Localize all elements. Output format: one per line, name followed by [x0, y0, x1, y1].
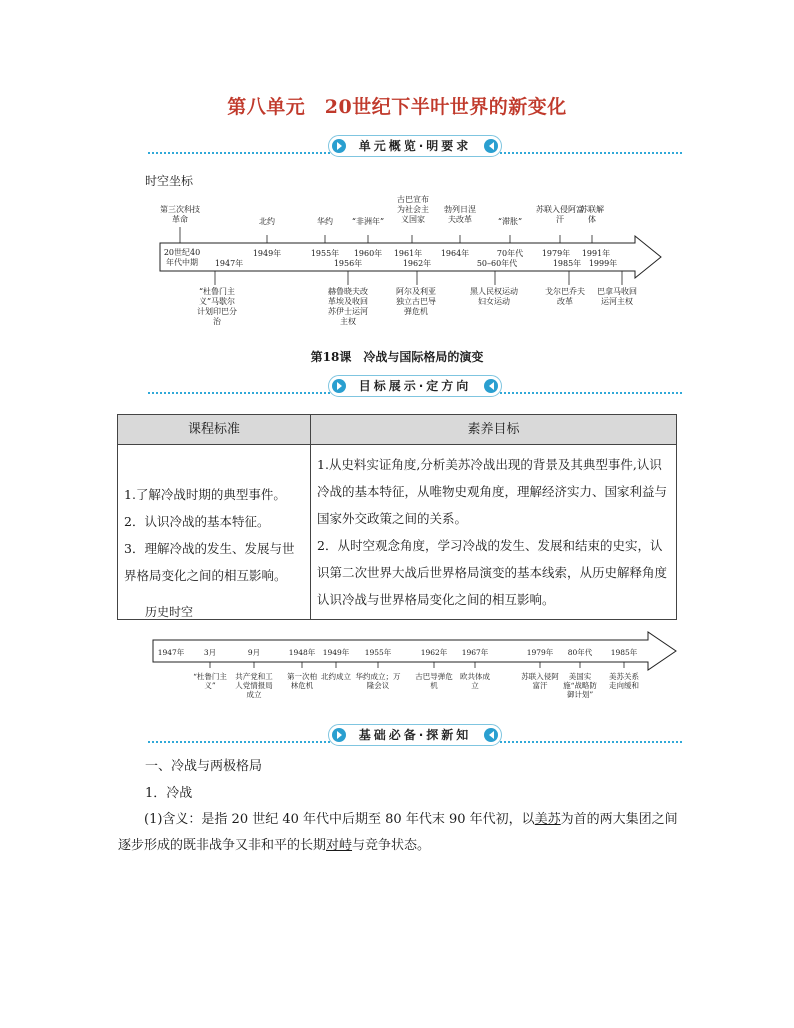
goals-table: [117, 414, 677, 620]
tl2-event: 欧共体成立: [460, 672, 490, 690]
tl2-event: 华约成立；万隆会议: [355, 672, 401, 690]
tl1-bottom-event: 戈尔巴乔夫改革: [545, 287, 585, 306]
tl1-bottom-event: 赫鲁晓夫改革埃及收回苏伊士运河主权: [328, 287, 368, 326]
lesson-title: 第18课 冷战与国际格局的演变: [310, 350, 484, 364]
tl1-top-event: 古巴宣布为社会主义国家: [397, 195, 429, 224]
banner-basics-label: 基础必备·探新知: [358, 728, 472, 742]
literacy-item: 1.从史料实证角度,分析美苏冷战出现的背景及其典型事件,认识冷战的基本特征，从唯物史观角度，理解经济实力、国家利益与国家外交政策之间的关系。: [317, 457, 668, 526]
arrow-left-icon: [332, 728, 346, 742]
tl2-year: 1962年: [420, 648, 448, 657]
tl2-year: 1955年: [364, 648, 392, 657]
banner-goals-label: 目标展示·定方向: [358, 379, 472, 393]
arrow-left-icon: [332, 379, 346, 393]
tl2-year: 9月: [247, 648, 261, 657]
blank-answer-2: 对峙: [326, 838, 353, 853]
banner-goals: [148, 373, 682, 399]
tl1-top-event: 苏联入侵阿富汗: [536, 205, 584, 224]
tl1-bottom-event: 阿尔及利亚独立古巴导弹危机: [396, 287, 436, 316]
banner-overview: [148, 133, 682, 159]
tl2-year: 80年代: [567, 648, 593, 657]
arrow-left-icon: [332, 139, 346, 153]
tl2-year: 1979年: [526, 648, 554, 657]
tl2-year: 1948年: [288, 648, 316, 657]
tl1-top-year: 1949年: [252, 249, 282, 258]
tl1-start-label: 20世纪40年代中期: [163, 248, 201, 267]
timeline2: [148, 628, 688, 708]
tl1-bottom-year: 1962年: [402, 259, 432, 268]
tl2-event: 美国实施“战略防御计划”: [563, 672, 597, 699]
tl1-top-event: 第三次科技革命: [160, 205, 200, 224]
definition-paragraph: [118, 807, 678, 859]
tl1-bottom-year: 1999年: [588, 259, 618, 268]
arrow-right-icon: [484, 728, 498, 742]
literacy-item: 2．从时空观念角度，学习冷战的发生、发展和结束的史实，认识第二次世界大战后世界格局演变的基本线索，从历史解释角度认识冷战与世界格局变化之间的相互影响。: [317, 538, 668, 607]
tl2-event: 共产党和工人党情报局成立: [235, 672, 273, 699]
definition-text-1: (1)含义：是指 20 世纪 40 年代中后期至 80 年代末 90 年代初，以: [144, 812, 535, 827]
tl2-event: 第一次柏林危机: [287, 672, 317, 690]
tl2-event: 苏联入侵阿富汗: [521, 672, 559, 690]
tl1-top-year: 1960年: [353, 249, 383, 258]
section-heading: 一、冷战与两极格局: [145, 759, 263, 774]
tl2-event: “杜鲁门主义”: [193, 672, 227, 690]
standard-item: 2．认识冷战的基本特征。: [124, 514, 270, 529]
tl1-bottom-year: 1947年: [214, 259, 244, 268]
tl2-year: 1947年: [157, 648, 185, 657]
definition-text-2: 为首的两大集团之间逐步形成的既非战争又非和平的长期: [118, 812, 678, 853]
tl2-event: 古巴导弹危机: [415, 672, 453, 690]
standard-item: 1.了解冷战时期的典型事件。: [124, 487, 286, 502]
tl1-top-year: 1991年: [581, 249, 611, 258]
tl1-top-event: “非洲年”: [351, 217, 385, 226]
timeline1-heading: 时空坐标: [145, 174, 194, 188]
tl1-top-year: 70年代: [496, 249, 524, 258]
tl2-year: 1967年: [461, 648, 489, 657]
literacy-cell: [311, 445, 677, 620]
timeline2-arrow: [148, 628, 688, 708]
tl2-year: 3月: [203, 648, 217, 657]
tl1-bottom-event: 黑人民权运动妇女运动: [470, 287, 518, 306]
tl1-top-event: 勃列日涅夫改革: [444, 205, 476, 224]
timeline1: [155, 195, 675, 325]
tl1-top-year: 1964年: [440, 249, 470, 258]
tl1-top-year: 1961年: [393, 249, 423, 258]
tl1-bottom-year: 1956年: [333, 259, 363, 268]
tl2-event: 美苏关系走向缓和: [609, 672, 639, 690]
tl2-event: 北约成立: [321, 672, 351, 681]
tl1-top-year: 1955年: [310, 249, 340, 258]
tl1-bottom-year: 50–60年代: [476, 259, 518, 268]
tl1-top-event: 华约: [317, 217, 333, 226]
tl1-bottom-year: 1985年: [552, 259, 582, 268]
goals-header-literacy: 素养目标: [311, 415, 677, 445]
sub-heading: 1．冷战: [145, 786, 193, 801]
blank-answer-1: 美苏: [534, 812, 561, 827]
standards-cell: [118, 445, 311, 620]
standard-item: 3．理解冷战的发生、发展与世界格局变化之间的相互影响。: [124, 541, 295, 583]
arrow-right-icon: [484, 379, 498, 393]
unit-title: 第八单元 20世纪下半叶世界的新变化: [227, 96, 567, 118]
goals-header-standard: 课程标准: [118, 415, 311, 445]
tl1-top-event: 苏联解体: [580, 205, 604, 224]
banner-basics: [148, 722, 682, 748]
arrow-right-icon: [484, 139, 498, 153]
banner-overview-label: 单元概览·明要求: [358, 139, 472, 153]
tl1-top-event: “滞胀”: [497, 217, 523, 226]
timeline2-heading: 历史时空: [145, 605, 194, 619]
tl1-bottom-event: “杜鲁门主义”马歇尔计划印巴分治: [197, 287, 237, 326]
tl1-top-event: 北约: [259, 217, 275, 226]
tl2-year: 1985年: [610, 648, 638, 657]
tl1-top-year: 1979年: [541, 249, 571, 258]
tl2-year: 1949年: [322, 648, 350, 657]
definition-text-3: 与竞争状态。: [352, 838, 431, 853]
tl1-bottom-event: 巴拿马收回运河主权: [597, 287, 637, 306]
